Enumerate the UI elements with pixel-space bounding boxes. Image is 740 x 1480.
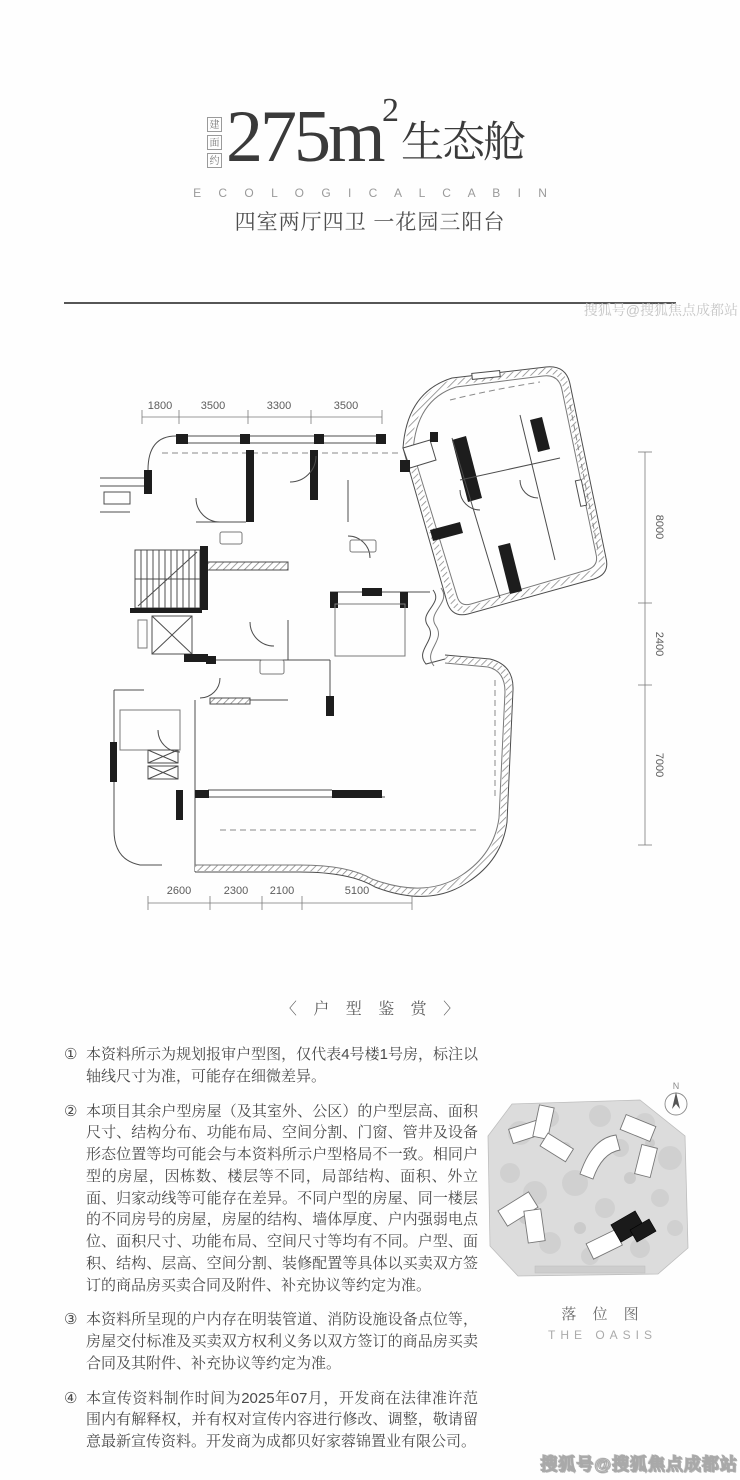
site-map-drawing xyxy=(480,1078,720,1290)
badge-char: 约 xyxy=(207,153,222,168)
section-title: 〈 户 型 鉴 赏 〉 xyxy=(280,1001,466,1018)
disclaimer-item xyxy=(64,1044,478,1088)
badge-char: 面 xyxy=(207,135,222,150)
plan-terrace xyxy=(195,655,513,896)
dim-label: 3500 xyxy=(200,400,226,412)
plan-lower-left xyxy=(110,620,334,872)
site-map-caption-cn: 落 位 图 xyxy=(561,1306,645,1323)
dim-label: 2300 xyxy=(223,885,249,897)
page-title: 生态舱 xyxy=(401,119,524,167)
dim-label: 2600 xyxy=(166,885,192,897)
watermark-bottom: 搜狐号@搜狐焦点成都站 xyxy=(540,1455,738,1474)
floor-plan-drawing xyxy=(100,360,680,920)
area-superscript: 2 xyxy=(382,92,399,129)
plan-core-stairs-elevator xyxy=(130,546,208,662)
built-area-badge xyxy=(207,117,223,171)
disclaimer-item xyxy=(64,1309,478,1374)
disclaimer-item xyxy=(64,1388,478,1453)
area-number: 275m xyxy=(226,96,383,178)
disclaimer-number: ③ xyxy=(64,1311,78,1329)
dim-label: 3500 xyxy=(333,400,359,412)
compass-icon xyxy=(665,1081,687,1115)
dim-label: 3300 xyxy=(266,400,292,412)
dim-label: 2400 xyxy=(653,631,665,657)
dim-label: 2100 xyxy=(269,885,295,897)
site-map xyxy=(480,1078,720,1342)
disclaimer-text: 本项目其余户型房屋（及其室外、公区）的户型层高、面积尺寸、结构分布、功能布局、空间分割、门窗、管井及设备形态位置等均可能会与本资料所示户型格局不一致。相同户型的房屋，因栋数、楼层等不同，局部结构、面积、外立面、归家动线等可能存在差异。不同户型的房屋、同一楼层的不同房号的房屋，房屋的结构、墙体厚度、户内强弱电点位、面积尺寸、功能布局、空间尺寸等均有不同。户型、面积、结构、层高、空间分割、装修配置等具体以买卖双方签订的商品房买卖合同及附件、补充协议等约定为准。 xyxy=(86,1102,478,1294)
plan-wavy-edge xyxy=(330,588,445,666)
tagline: 四室两厅四卫 一花园三阳台 xyxy=(234,211,506,234)
disclaimer-number: ② xyxy=(64,1102,78,1120)
compass-n-label: N xyxy=(672,1081,680,1091)
dim-label: 8000 xyxy=(653,514,665,540)
disclaimer-text: 本宣传资料制作时间为2025年07月，开发商在法律准许范围内有解释权，并有权对宣传内容进行修改、调整，敬请留意最新宣传资料。开发商为成都贝好家蓉锦置业有限公司。 xyxy=(86,1389,478,1450)
disclaimer-list xyxy=(64,1044,478,1466)
floor-plan xyxy=(100,360,680,920)
dim-label: 5100 xyxy=(344,885,370,897)
subtitle-en: E C O L O G I C A L C A B I N xyxy=(193,186,554,200)
disclaimer-text: 本资料所呈现的户内存在明装管道、消防设施设备点位等，房屋交付标准及买卖双方权利义务以双方签订的商品房买卖合同及其附件、补充协议等约定为准。 xyxy=(86,1311,478,1372)
disclaimer-number: ④ xyxy=(64,1389,78,1407)
disclaimer-text: 本资料所示为规划报审户型图，仅代表4号楼1号房，标注以轴线尺寸为准，可能存在细微差异。 xyxy=(86,1046,478,1085)
dim-label: 1800 xyxy=(147,400,173,412)
site-map-caption-en: THE OASIS xyxy=(547,1328,657,1342)
disclaimer-item xyxy=(64,1101,478,1297)
dim-label: 7000 xyxy=(653,752,665,778)
badge-char: 建 xyxy=(207,117,222,132)
watermark-top: 搜狐号@搜狐焦点成都站 xyxy=(583,302,738,318)
plan-upper-wing xyxy=(400,367,607,615)
disclaimer-number: ① xyxy=(64,1046,78,1063)
